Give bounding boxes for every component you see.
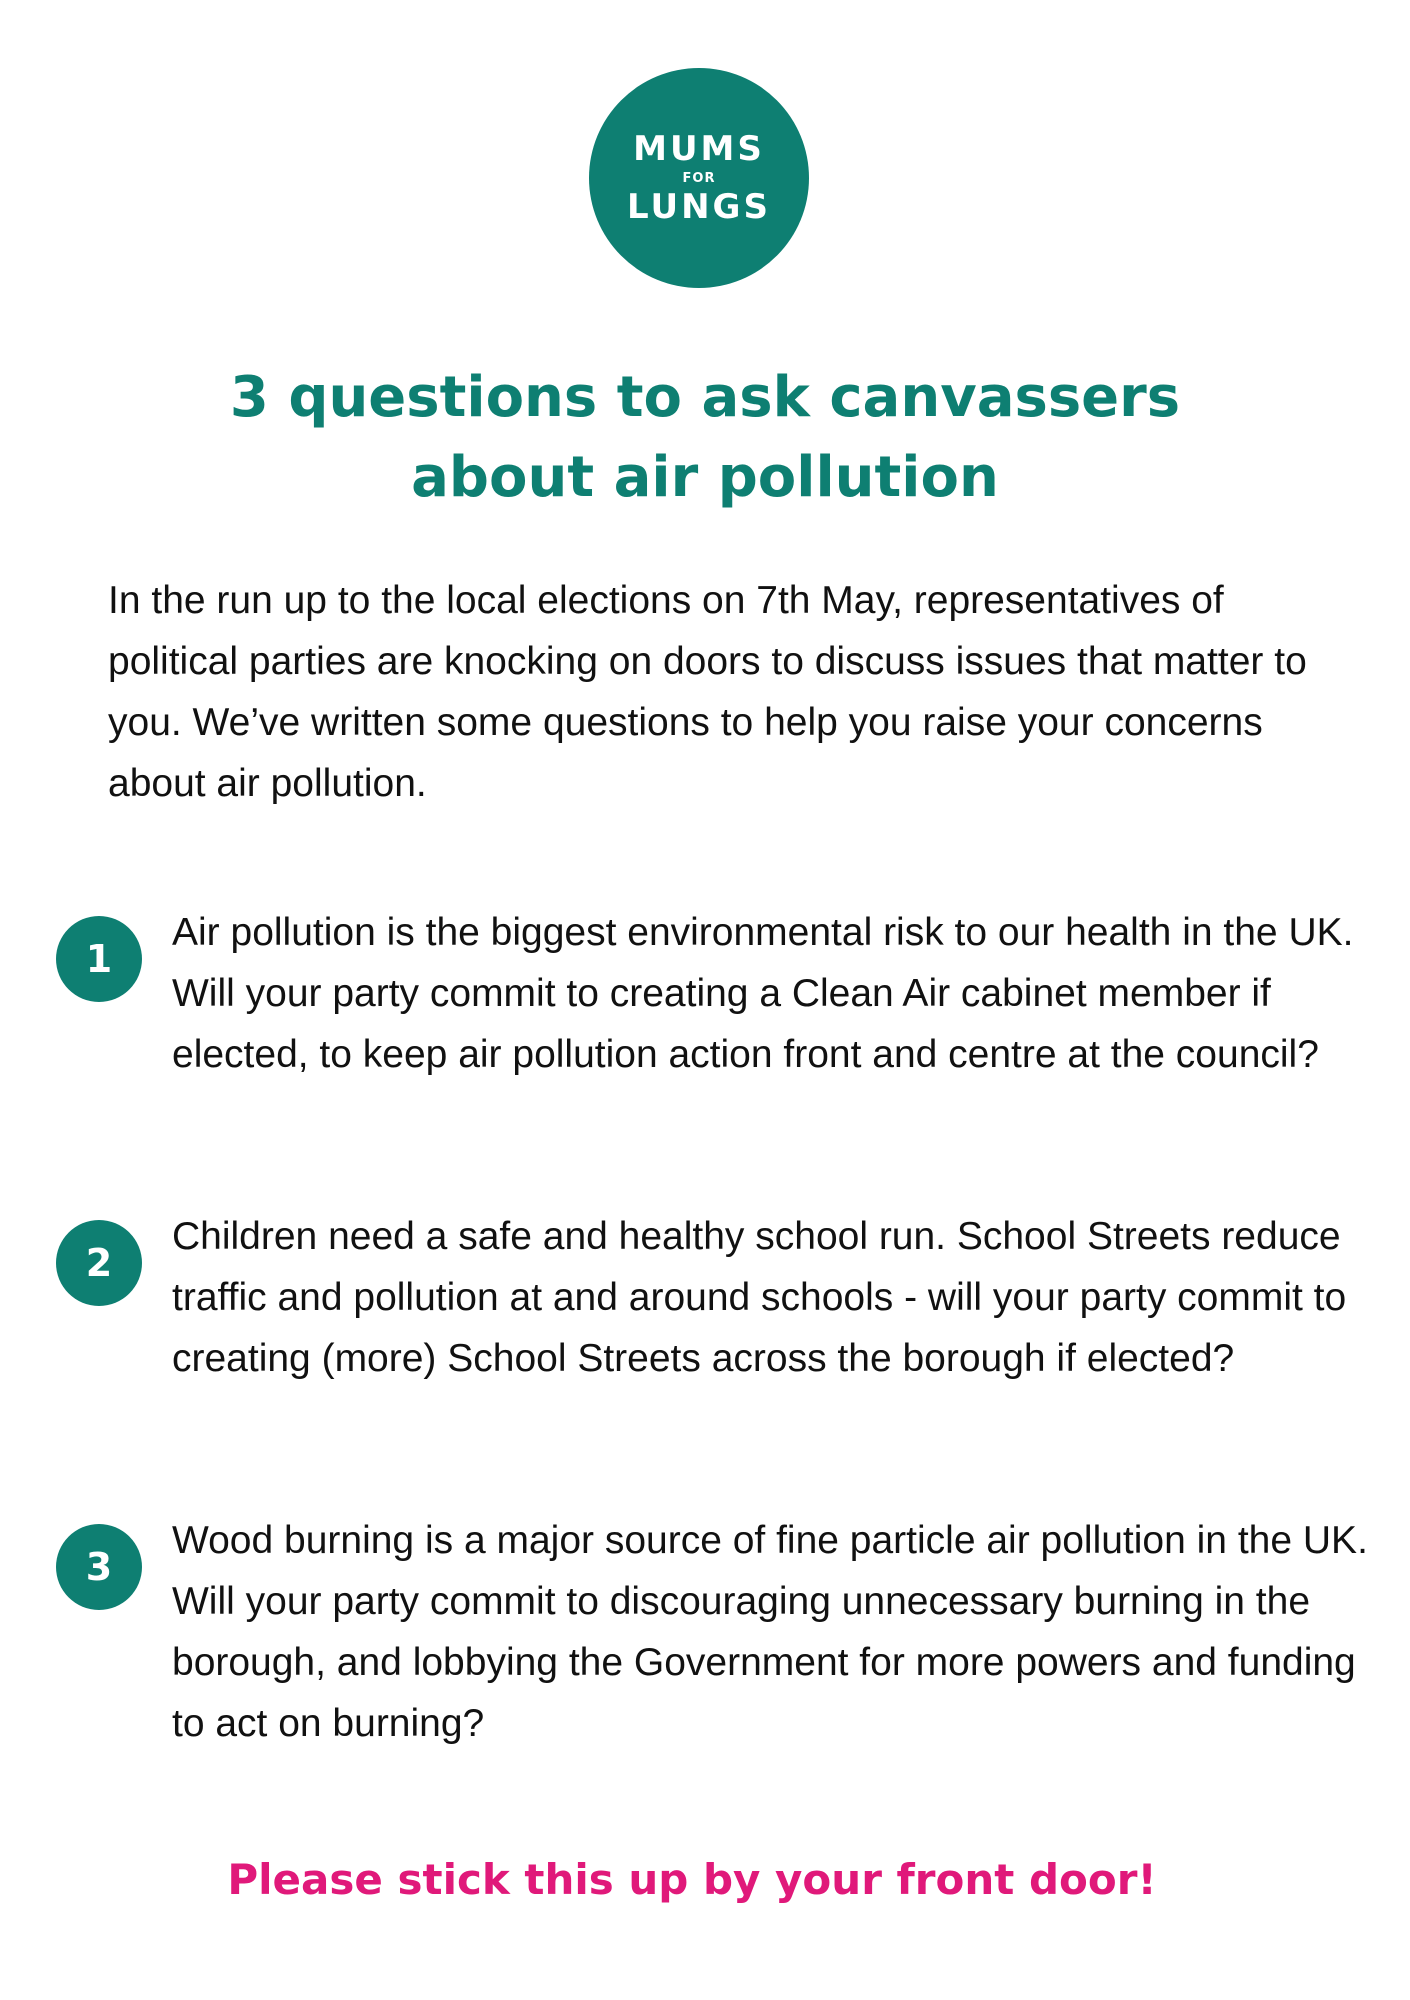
question-text: Children need a safe and healthy school run. School Streets reduce traffic and pollution at and around schools - will your party commit to creating (more) School Streets across the borough if elected?: [172, 1215, 1347, 1380]
question-number-badge: 2: [56, 1220, 142, 1306]
question-text: Wood burning is a major source of fine particle air pollution in the UK. Will your party commit to discouraging unnecessary burning in the borough, and lobbying the Government for more powers and funding to act on burning?: [172, 1519, 1368, 1745]
question-text: Air pollution is the biggest environmental risk to our health in the UK. Will your party commit to creating a Clean Air cabinet member if elected, to keep air pollution action front and centre at the council?: [172, 911, 1354, 1076]
logo-line-lungs: LUNGS: [627, 187, 771, 227]
page-title-line-2: about air pollution: [411, 445, 999, 510]
logo-line-for: FOR: [682, 171, 716, 186]
question-number-badge: 1: [56, 916, 142, 1002]
logo-line-mums: MUMS: [633, 129, 765, 169]
intro-paragraph: In the run up to the local elections on 7th May, representatives of political parties are knocking on doors to discuss issues that matter to you. We’ve written some questions to help you raise your concerns about air pollution.: [108, 579, 1307, 805]
page-title: [0, 358, 1410, 518]
question-number-badge: 3: [56, 1524, 142, 1610]
mums-for-lungs-logo: [589, 68, 809, 288]
page-title-line-1: 3 questions to ask canvassers: [229, 365, 1181, 430]
footer-call-to-action: Please stick this up by your front door!: [227, 1855, 1157, 1904]
